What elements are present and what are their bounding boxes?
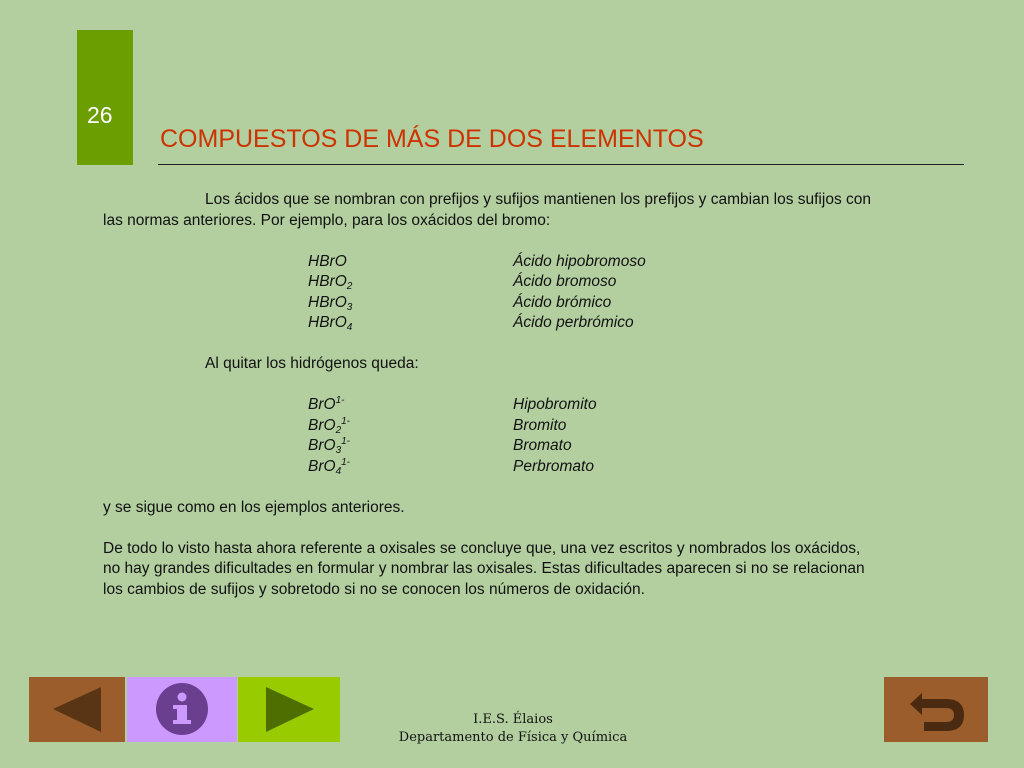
- remove-hydrogens-text: Al quitar los hidrógenos queda:: [205, 355, 419, 372]
- info-icon: [127, 677, 237, 742]
- ion-name-2: Bromito: [513, 416, 567, 434]
- acid-formula-4: HBrO$_4$: [308, 314, 353, 333]
- triangle-right-icon: [238, 677, 340, 742]
- footer-department: Departamento de Física y Química: [398, 730, 628, 745]
- intro-line-2: las normas anteriores. Por ejemplo, para los oxácidos del bromo:: [103, 211, 551, 229]
- ion-formula-2: BrO$_2^{1-}$: [308, 415, 351, 436]
- intro-line-1: Los ácidos que se nombran con prefijos y sufijos mantienen los prefijos y cambian los sufijos con: [205, 191, 871, 208]
- ion-formula-1: BrO$^{1-}$: [308, 395, 345, 413]
- title-divider: [158, 164, 964, 165]
- conclusion-line-3: los cambios de sufijos y sobretodo si no se conocen los números de oxidación.: [103, 580, 645, 598]
- acid-formula-3: HBrO$_3$: [308, 293, 353, 313]
- triangle-left-icon: [29, 677, 125, 742]
- continue-text: y se sigue como en los ejemplos anteriores.: [103, 498, 405, 516]
- return-arrow-icon: [884, 677, 988, 742]
- ion-name-1: Hipobromito: [513, 396, 597, 413]
- conclusion-line-1: De todo lo visto hasta ahora referente a oxisales se concluye que, una vez escritos y nombrados los oxácidos,: [103, 539, 861, 557]
- page-title: COMPUESTOS DE MÁS DE DOS ELEMENTOS: [160, 125, 704, 153]
- slide-number: 26: [87, 102, 113, 128]
- ion-formula-4: BrO$_4^{1-}$: [308, 456, 351, 477]
- footer-school: I.E.S. Élaios: [473, 712, 553, 727]
- acid-name-1: Ácido hipobromoso: [513, 252, 646, 270]
- next-button[interactable]: [238, 677, 340, 742]
- conclusion-line-2: no hay grandes dificultades en formular y nombrar las oxisales. Estas dificultades aparecen si no se relacionan: [103, 560, 865, 577]
- previous-button[interactable]: [29, 677, 125, 742]
- acid-name-4: Ácido perbrómico: [513, 314, 634, 331]
- acid-name-2: Ácido bromoso: [513, 273, 617, 290]
- ion-name-3: Bromato: [513, 437, 572, 454]
- return-button[interactable]: [884, 677, 988, 742]
- acid-formula-1: HBrO: [308, 252, 347, 270]
- acid-name-3: Ácido brómico: [513, 293, 612, 311]
- ion-formula-3: BrO$_3^{1-}$: [308, 436, 351, 456]
- acid-formula-2: HBrO$_2$: [308, 273, 353, 292]
- info-button[interactable]: [127, 677, 237, 742]
- slide-number-bar: [77, 30, 133, 165]
- ion-name-4: Perbromato: [513, 457, 594, 475]
